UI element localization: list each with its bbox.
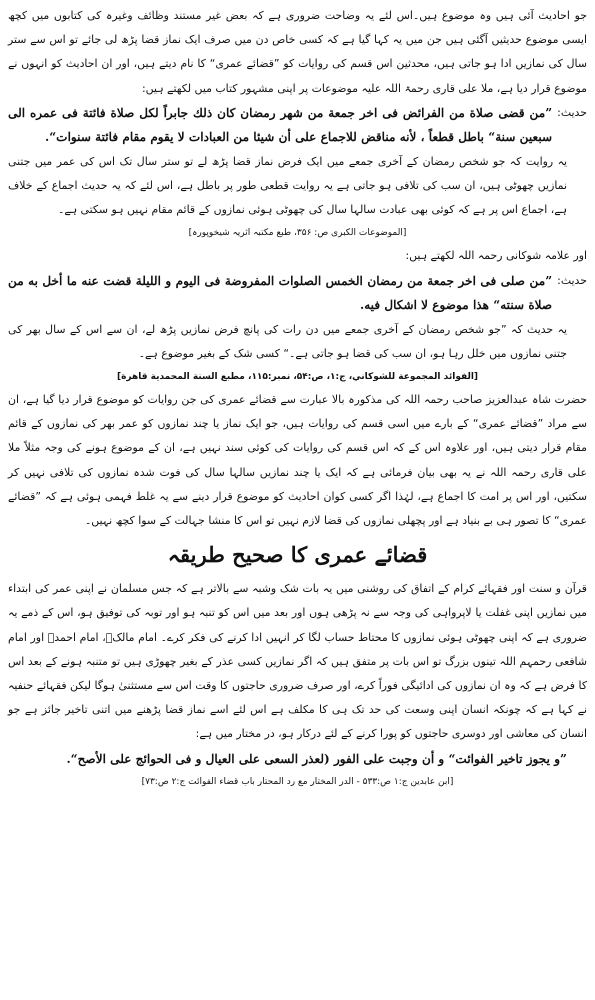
hadith-1-block <box>8 101 587 150</box>
hadith-2-arabic-text: ”من صلى فى اخر جمعة من رمضان الخمس الصلوات المفروضة فى اليوم و الليلة قضت عنه ما أخل به من صلاة سنته“ هذا موضوع لا اشكال فيه. <box>8 273 553 313</box>
hadith-1-reference: [الموضوعات الکبری ص: ۳۵۶، طبع مکتبہ اثریہ شیخوپورہ] <box>188 228 407 239</box>
shah-abdulaziz-paragraph: حضرت شاہ عبدالعزیز صاحب رحمہ اللہ کی مذکورہ بالا عبارت سے قضائے عمری کی جن روایات کو موضوع قرار دیا گیا ہے، ان سے مراد ”قضائے عمری“ کے بارے میں اسی قسم کی روایات ہیں، جو ایک نماز یا چند نمازوں کو عمر بھر کی نمازوں کے قائم مقام قرار دیتی ہیں، اور علاوہ اس کے کہ اس قسم کی روایات کی کوئی سند نہیں ہے، ان کے موضوع ہونے کی وجہ مثلاً ملا علی قاری رحمہ اللہ نے یہ بھی بیان فرمائی ہے کہ ایک یا چند نمازیں سالہا سال کی فوت شدہ نمازوں کی تلافی نہیں کر سکتیں، اور اس پر امت کا اجماع ہے، لہٰذا اگر کسی کوان احادیث کو موضوع قرار دینے سے یہ غلط فہمی ہوئی ہے کہ ”قضائے عمری“ کا تصور ہی بے بنیاد ہے اور پچھلی نمازوں کی قضا لازم نہیں تو اس کا منشا جہالت کے سوا کچھ نہیں۔ <box>8 393 587 528</box>
durr-mukhtar-quote: ”و يجوز تاخير الفوائت“ و أن وجبت على الفور (لعذر السعى على العيال و فى الحوائج على الأصح“. <box>66 751 567 766</box>
hadith-2-explanation: یہ حدیث کہ ”جو شخص رمضان کے آخری جمعے میں دن رات کی پانچ فرض نمازیں پڑھ لے، ان سے اس کے سال بھر کی جتنی نمازوں میں خلل رہا ہو، ان سب کی قضا ہو جاتی ہے۔“ کسی شک کے بغیر موضوع ہے۔ <box>8 322 567 360</box>
method-paragraph: قرآن و سنت اور فقہائے کرام کے اتفاق کی روشنی میں یہ بات شک وشبہ سے بالاتر ہے کہ جس مسلمان نے اپنی عمر کی ابتداء میں نمازیں اپنی غفلت یا لاپرواہی کی وجہ سے نہ پڑھی ہوں اور بعد میں اس کو تنبہ ہو اور توبہ کی توفیق ہو، اس کے ذمے یہ ضروری ہے کہ اپنی چھوٹی ہوئی نمازوں کا محتاط حساب لگا کر انہیں ادا کرنے کی فکر کرے۔ امام مالکؒ، امام احمدؒ اور امام شافعی رحمہم اللہ تینوں بزرگ تو اس بات پر متفق ہیں کہ اگر نمازیں کسی عذر کے بغیر چھوڑی ہیں تو متنبہ ہونے کے بعد اس کا فرض ہے کہ وہ ان نمازوں کی ادائیگی فوراً کرے، اور صرف ضروری حاجتوں کا وقت اس سے مستثنیٰ ہوگا لیکن فقہائے حنفیہ نے کہا ہے کہ چونکہ انسان اپنی وسعت کی حد تک ہی کا مکلف ہے اس لئے اسے نماز قضا پڑھنے میں اتنی تاخیر جائز ہے جو انسان کی معاشی اور دوسری حاجتوں کو پورا کرنے کے لئے درکار ہو، در مختار میں ہے: <box>8 582 587 741</box>
intro-paragraph: جو احادیث آئی ہیں وہ موضوع ہیں۔اس لئے یہ وضاحت ضروری ہے کہ بعض غیر مستند وظائف وغیرہ کی کتابوں میں کچھ ایسی موضوع حدیثیں آگئی ہیں جن میں یہ کہا گیا ہے کہ کسی خاص دن میں صرف ایک نماز قضا پڑھ لی جائے تو اس سے ستر سال کی نمازیں ادا ہو جاتی ہیں، محدثین اس قسم کی روایات کو ”قضائے عمری“ کا نام دیتے ہیں، اور ان احادیث کو انہوں نے موضوع قرار دیا ہے، ملا علی قاری رحمۃ اللہ علیہ موضوعات پر اپنی مشہور کتاب میں لکھتے ہیں: <box>8 9 587 95</box>
hadith-1-arabic-text: ”من قضى صلاة من الفرائض فى اخر جمعة من شهر رمضان كان ذلك جابراً لكل صلاة فائتة فى عمره الى سبعين سنة“ باطل قطعاً ، لأنه مناقض للاجماع على أن شيئا من العبادات لا يقوم مقام فائتة سنوات“. <box>8 105 553 145</box>
shawkani-intro: اور علامہ شوکانی رحمہ اللہ لکھتے ہیں: <box>405 249 587 263</box>
hadith-2-label: حدیث: <box>557 273 587 287</box>
hadith-1-label: حدیث: <box>557 105 587 119</box>
hadith-2-block <box>8 269 587 318</box>
hadith-1-explanation: یہ روایت کہ جو شخص رمضان کے آخری جمعے میں ایک فرض نماز قضا پڑھ لے تو ستر سال تک اس کی عمر میں جتنی نمازیں چھوٹی ہیں، ان سب کی تلافی ہو جاتی ہے یہ روایت قطعی طور پر باطل ہے، اس لئے کہ یہ حدیث اجماع کے خلاف ہے، اجماع اس پر ہے کہ کوئی بھی عبادت سالہا سال کی چھوٹی ہوئی نمازوں کے قائم مقام نہیں ہو سکتی ہے۔ <box>8 154 567 217</box>
final-reference: [ابن عابدين ج:۱ ص:۵۳۳ - الدر المختار مع رد المحتار باب قضاء الفوائت ج:۲ ص:۷۳] <box>141 777 454 788</box>
section-heading: قضائے عمری کا صحیح طریقہ <box>167 542 428 568</box>
hadith-2-reference: [الفوائد المجموعة للشوكاني، ج:۱، ص:۵۴، نمبر:۱۱۵، مطبع السنة المحمدية قاهرة] <box>116 372 479 383</box>
